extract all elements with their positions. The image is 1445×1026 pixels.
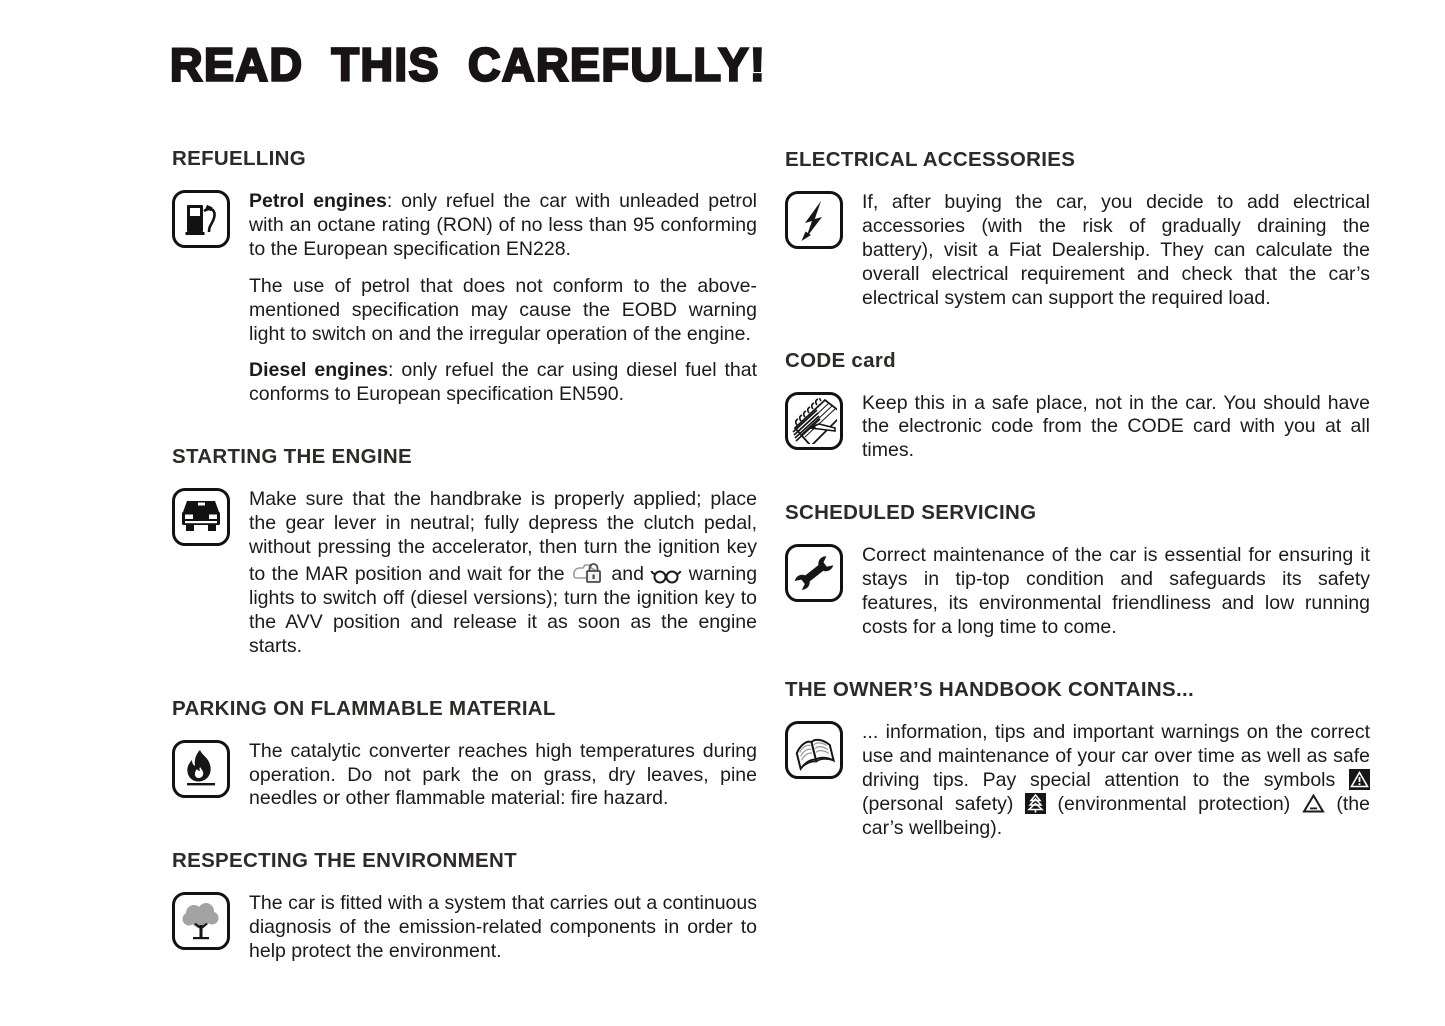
open-book-icon [785,721,843,779]
paragraph [249,359,757,407]
environmental-protection-icon [1025,793,1046,814]
section-heading-environment: RESPECTING THE ENVIRONMENT [172,849,517,873]
paragraph-text: : only refuel the car using diesel fuel that conforms to European specification EN590. [249,359,757,406]
paragraph-text: and [611,562,644,585]
car-wellbeing-icon [1302,793,1325,814]
paragraph-text: : only refuel the car with unleaded petrol with an octane rating (RON) of no less than 95 conforming to the European specification EN228. [249,190,758,260]
right-column [785,148,1375,878]
fiat-code-warning-icon [571,560,605,585]
paragraph-text: (environmental protection) [1057,792,1291,815]
paragraph-text: ... information, tips and important warnings on the correct use and maintenance of your car over time as well as safe driving tips. Pay special attention to the symbols [862,720,1370,791]
page-title: READ THIS CAREFULLY! [170,38,767,92]
lightning-icon [785,191,843,249]
personal-safety-icon [1349,769,1370,790]
wrench-icon [785,544,843,602]
paragraph: If, after buying the car, you decide to add electrical accessories (with the risk of gradually draining the battery), visit a Fiat Dealership. They can calculate the overall electrical requirement and check that the car’s electrical system can support the required load. [862,191,1370,309]
bold-lead: Diesel engines [249,359,389,382]
fuel-pump-icon [172,190,230,248]
flame-icon [172,740,230,798]
section-heading-starting: STARTING THE ENGINE [172,445,412,469]
paragraph-text: warning lights to switch off (diesel versions); turn the ignition key to the AVV position and release it as soon as the engine starts. [249,562,758,657]
section-code-card [785,349,1375,464]
paragraph-text: Make sure that the handbrake is properly applied; place the gear lever in neutral; fully depress the clutch pedal, without pressing the accelerator, then turn the ignition key to the MAR position and wait for the [249,488,757,585]
paragraph-text: (personal safety) [862,792,1014,815]
paragraph [249,488,757,658]
left-column [172,147,757,1002]
paragraph: Correct maintenance of the car is essential for ensuring it stays in tip-top condition and safeguards its safety features, its environmental friendliness and low running costs for a long time to come. [862,544,1370,638]
paragraph-text: (the car’s wellbeing). [862,792,1370,839]
glow-plug-warning-icon [650,567,682,585]
section-refuelling [172,147,757,407]
paragraph [249,190,757,262]
section-heading-servicing: SCHEDULED SERVICING [785,501,1037,525]
paragraph [862,721,1370,841]
paragraph: The use of petrol that does not conform to the above-mentioned specification may cause the EOBD warning light to switch on and the irregular operation of the engine. [249,274,757,345]
paragraph: The catalytic converter reaches high temperatures during operation. Do not park the on grass, dry leaves, pine needles or other flammable material: fire hazard. [249,739,757,810]
section-owners-handbook [785,678,1375,841]
section-parking-flammable [172,697,757,812]
section-heading-refuelling: REFUELLING [172,147,306,170]
section-heading-electrical: ELECTRICAL ACCESSORIES [785,148,1076,171]
tree-icon [172,892,230,950]
section-heading-handbook: THE OWNER’S HANDBOOK CONTAINS... [785,677,1194,701]
code-card-icon [785,392,843,450]
section-starting-engine [172,445,757,658]
bold-lead: Petrol engines [249,190,387,212]
section-heading-code-card: CODE card [785,348,896,372]
section-electrical-accessories [785,148,1375,311]
section-heading-parking: PARKING ON FLAMMABLE MATERIAL [172,696,556,720]
section-scheduled-servicing [785,501,1375,640]
section-respecting-environment [172,849,757,964]
paragraph: The car is fitted with a system that carries out a continuous diagnosis of the emission-related components in order to help protect the environment. [249,892,757,963]
car-icon [172,488,230,546]
paragraph: Keep this in a safe place, not in the car. You should have the electronic code from the CODE card with you at all times. [862,391,1370,462]
